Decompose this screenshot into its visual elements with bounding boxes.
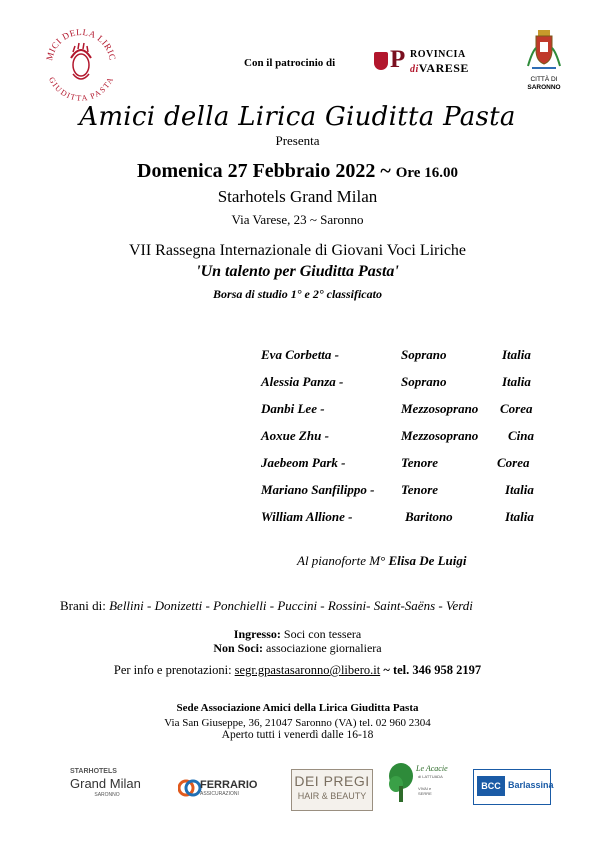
bcc-barlassina-logo: BCC Barlassina: [473, 769, 551, 805]
amici-lirica-logo: [40, 22, 122, 104]
singer-name: Jaebeom Park -: [261, 455, 346, 470]
dei-pregi-logo: DEI PREGI HAIR & BEAUTY: [291, 769, 373, 811]
singer-country: Italia: [505, 509, 534, 524]
sede-title: Sede Associazione Amici della Lirica Giuditta Pasta: [176, 702, 419, 714]
ingresso-block: Ingresso: Soci con tessera Non Soci: associazione giornaliera: [213, 627, 382, 655]
provincia-shield-icon: [374, 52, 388, 70]
info-line: Per info e prenotazioni: segr.gpastasaronno@libero.it ~ tel. 346 958 2197: [113, 663, 482, 677]
provincia-line2: diVARESE: [410, 61, 469, 75]
event-address: Via Varese, 23 ~ Saronno: [231, 212, 364, 227]
event-date-text: Domenica 27 Febbraio 2022 ~: [137, 160, 391, 182]
singer-voice: Mezzosoprano: [401, 428, 479, 443]
event-venue: Starhotels Grand Milan: [217, 187, 378, 206]
starhotels-logo: STARHOTELS Grand Milan SARONNO: [70, 768, 141, 798]
logo-text-bottom: GIUDITTA PASTA: [46, 75, 116, 103]
citta-saronno-logo: [514, 28, 574, 92]
pianist-name: Elisa De Luigi: [388, 553, 467, 568]
singer-country: Corea: [497, 455, 530, 470]
citta-caption: CITTÀ DI SARONNO: [527, 76, 561, 91]
singer-name: Danbi Lee -: [261, 401, 325, 416]
tree-icon: [388, 762, 414, 804]
singer-name: Alessia Panza -: [261, 374, 344, 389]
singer-voice: Soprano: [401, 347, 447, 362]
sede-address: Via San Giuseppe, 36, 21047 Saronno (VA) tel. 02 960 2304: [164, 717, 431, 729]
event-date: [0, 160, 595, 183]
singer-voice: Mezzosoprano: [401, 401, 479, 416]
sede-hours: Aperto tutti i venerdì dalle 16-18: [221, 729, 374, 741]
singer-country: Cina: [508, 428, 535, 443]
singer-country: Corea: [500, 401, 533, 416]
singer-name: Mariano Sanfilippo -: [261, 482, 375, 497]
singer-country: Italia: [505, 482, 534, 497]
singer-country: Italia: [502, 347, 531, 362]
brani-line: Brani di: Bellini - Donizetti - Ponchielli - Puccini - Rossini- Saint-Saëns - Verdi: [60, 598, 473, 613]
saronno-crest-icon: [514, 28, 574, 76]
singer-name: William Allione -: [261, 509, 353, 524]
singer-voice: Tenore: [401, 482, 439, 497]
phone-number: ~ tel. 346 958 2197: [383, 663, 482, 677]
provincia-line1: ROVINCIA: [410, 49, 466, 60]
patrocinio-label: Con il patrocinio di: [244, 57, 336, 69]
presenta-label: Presenta: [275, 133, 320, 148]
talento-subtitle: 'Un talento per Giuditta Pasta': [196, 263, 399, 280]
composers-list: Bellini - Donizetti - Ponchielli - Puccini - Rossini- Saint-Saëns - Verdi: [109, 598, 473, 613]
borsa-label: Borsa di studio 1° e 2° classificato: [213, 287, 382, 301]
provincia-letter: P: [390, 46, 406, 73]
pianoforte-line: Al pianoforte M° Elisa De Luigi: [297, 553, 467, 568]
singer-voice: Tenore: [401, 455, 439, 470]
singer-name: Eva Corbetta -: [261, 347, 339, 362]
le-acacie-logo: Le Acacie di LATTUADA VIVAI e SERRE: [388, 762, 448, 804]
svg-text:AMICI DELLA LIRICA: [40, 22, 118, 62]
provincia-varese-logo: [374, 46, 474, 78]
email-link[interactable]: segr.gpastasaronno@libero.it: [234, 663, 381, 677]
singer-voice: Baritono: [405, 509, 453, 524]
singer-name: Aoxue Zhu -: [261, 428, 329, 443]
event-time: Ore 16.00: [395, 165, 458, 181]
page-title: Amici della Lirica Giuditta Pasta: [79, 102, 516, 132]
ferrario-logo: FERRARIO ASSICURAZIONI: [178, 777, 258, 801]
ferrario-rings-icon: [178, 777, 202, 799]
singer-voice: Soprano: [401, 374, 447, 389]
rassegna-title: VII Rassegna Internazionale di Giovani Voci Liriche: [128, 242, 467, 259]
logo-text-top: MICI DELLA LIRIC: [44, 26, 118, 62]
singer-country: Italia: [502, 374, 531, 389]
